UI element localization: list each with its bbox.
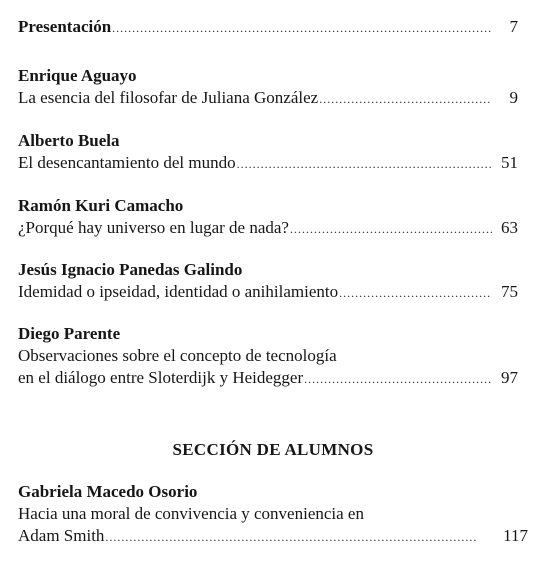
page-number: 75 [501, 282, 518, 301]
entry-title: en el diálogo entre Sloterdijk y Heidegger [18, 368, 304, 387]
page-number: 63 [501, 218, 518, 237]
toc-line [18, 281, 518, 304]
entry-title: El desencantamiento del mundo [18, 153, 236, 172]
entry-author: Gabriela Macedo Osorio [18, 482, 198, 501]
toc-entry [18, 323, 518, 390]
page-number: 7 [509, 17, 518, 36]
entry-title: Adam Smith [18, 526, 105, 545]
dot-leader [237, 153, 492, 175]
toc-line [18, 87, 518, 110]
entry-author: Enrique Aguayo [18, 66, 137, 85]
page-number: 97 [501, 368, 518, 387]
entry-author: Jesús Ignacio Panedas Galindo [18, 260, 243, 279]
toc-line [18, 217, 518, 240]
entry-title: ¿Porqué hay universo en lugar de nada? [18, 218, 289, 237]
entry-author: Alberto Buela [18, 131, 120, 150]
entry-author: Ramón Kuri Camacho [18, 196, 184, 215]
toc-line [18, 367, 518, 390]
toc-entry [18, 481, 528, 548]
dot-leader [304, 368, 492, 390]
toc-entry-presentation [18, 16, 518, 39]
entry-title-line: Observaciones sobre el concepto de tecnología [18, 346, 337, 365]
section-heading: SECCIÓN DE ALUMNOS [172, 440, 374, 459]
toc-entry [18, 259, 518, 304]
toc-line [18, 525, 528, 548]
toc-entry [18, 65, 518, 110]
table-of-contents [18, 0, 528, 572]
dot-leader [319, 88, 492, 110]
page-number: 51 [501, 153, 518, 172]
entry-title: Presentación [18, 17, 112, 36]
page-number: 9 [509, 88, 518, 107]
toc-line [18, 16, 518, 39]
dot-leader [105, 526, 478, 548]
entry-title-line: Hacia una moral de convivencia y conveniencia en [18, 504, 364, 523]
entry-author: Diego Parente [18, 324, 121, 343]
dot-leader [339, 282, 492, 304]
entry-title: La esencia del filosofar de Juliana González [18, 88, 319, 107]
toc-entry [18, 130, 518, 175]
entry-title: Idemidad o ipseidad, identidad o anihilamiento [18, 282, 339, 301]
toc-line [18, 152, 518, 175]
dot-leader [290, 218, 492, 240]
toc-entry [18, 195, 518, 240]
dot-leader [112, 17, 492, 39]
page-number: 117 [503, 526, 528, 545]
